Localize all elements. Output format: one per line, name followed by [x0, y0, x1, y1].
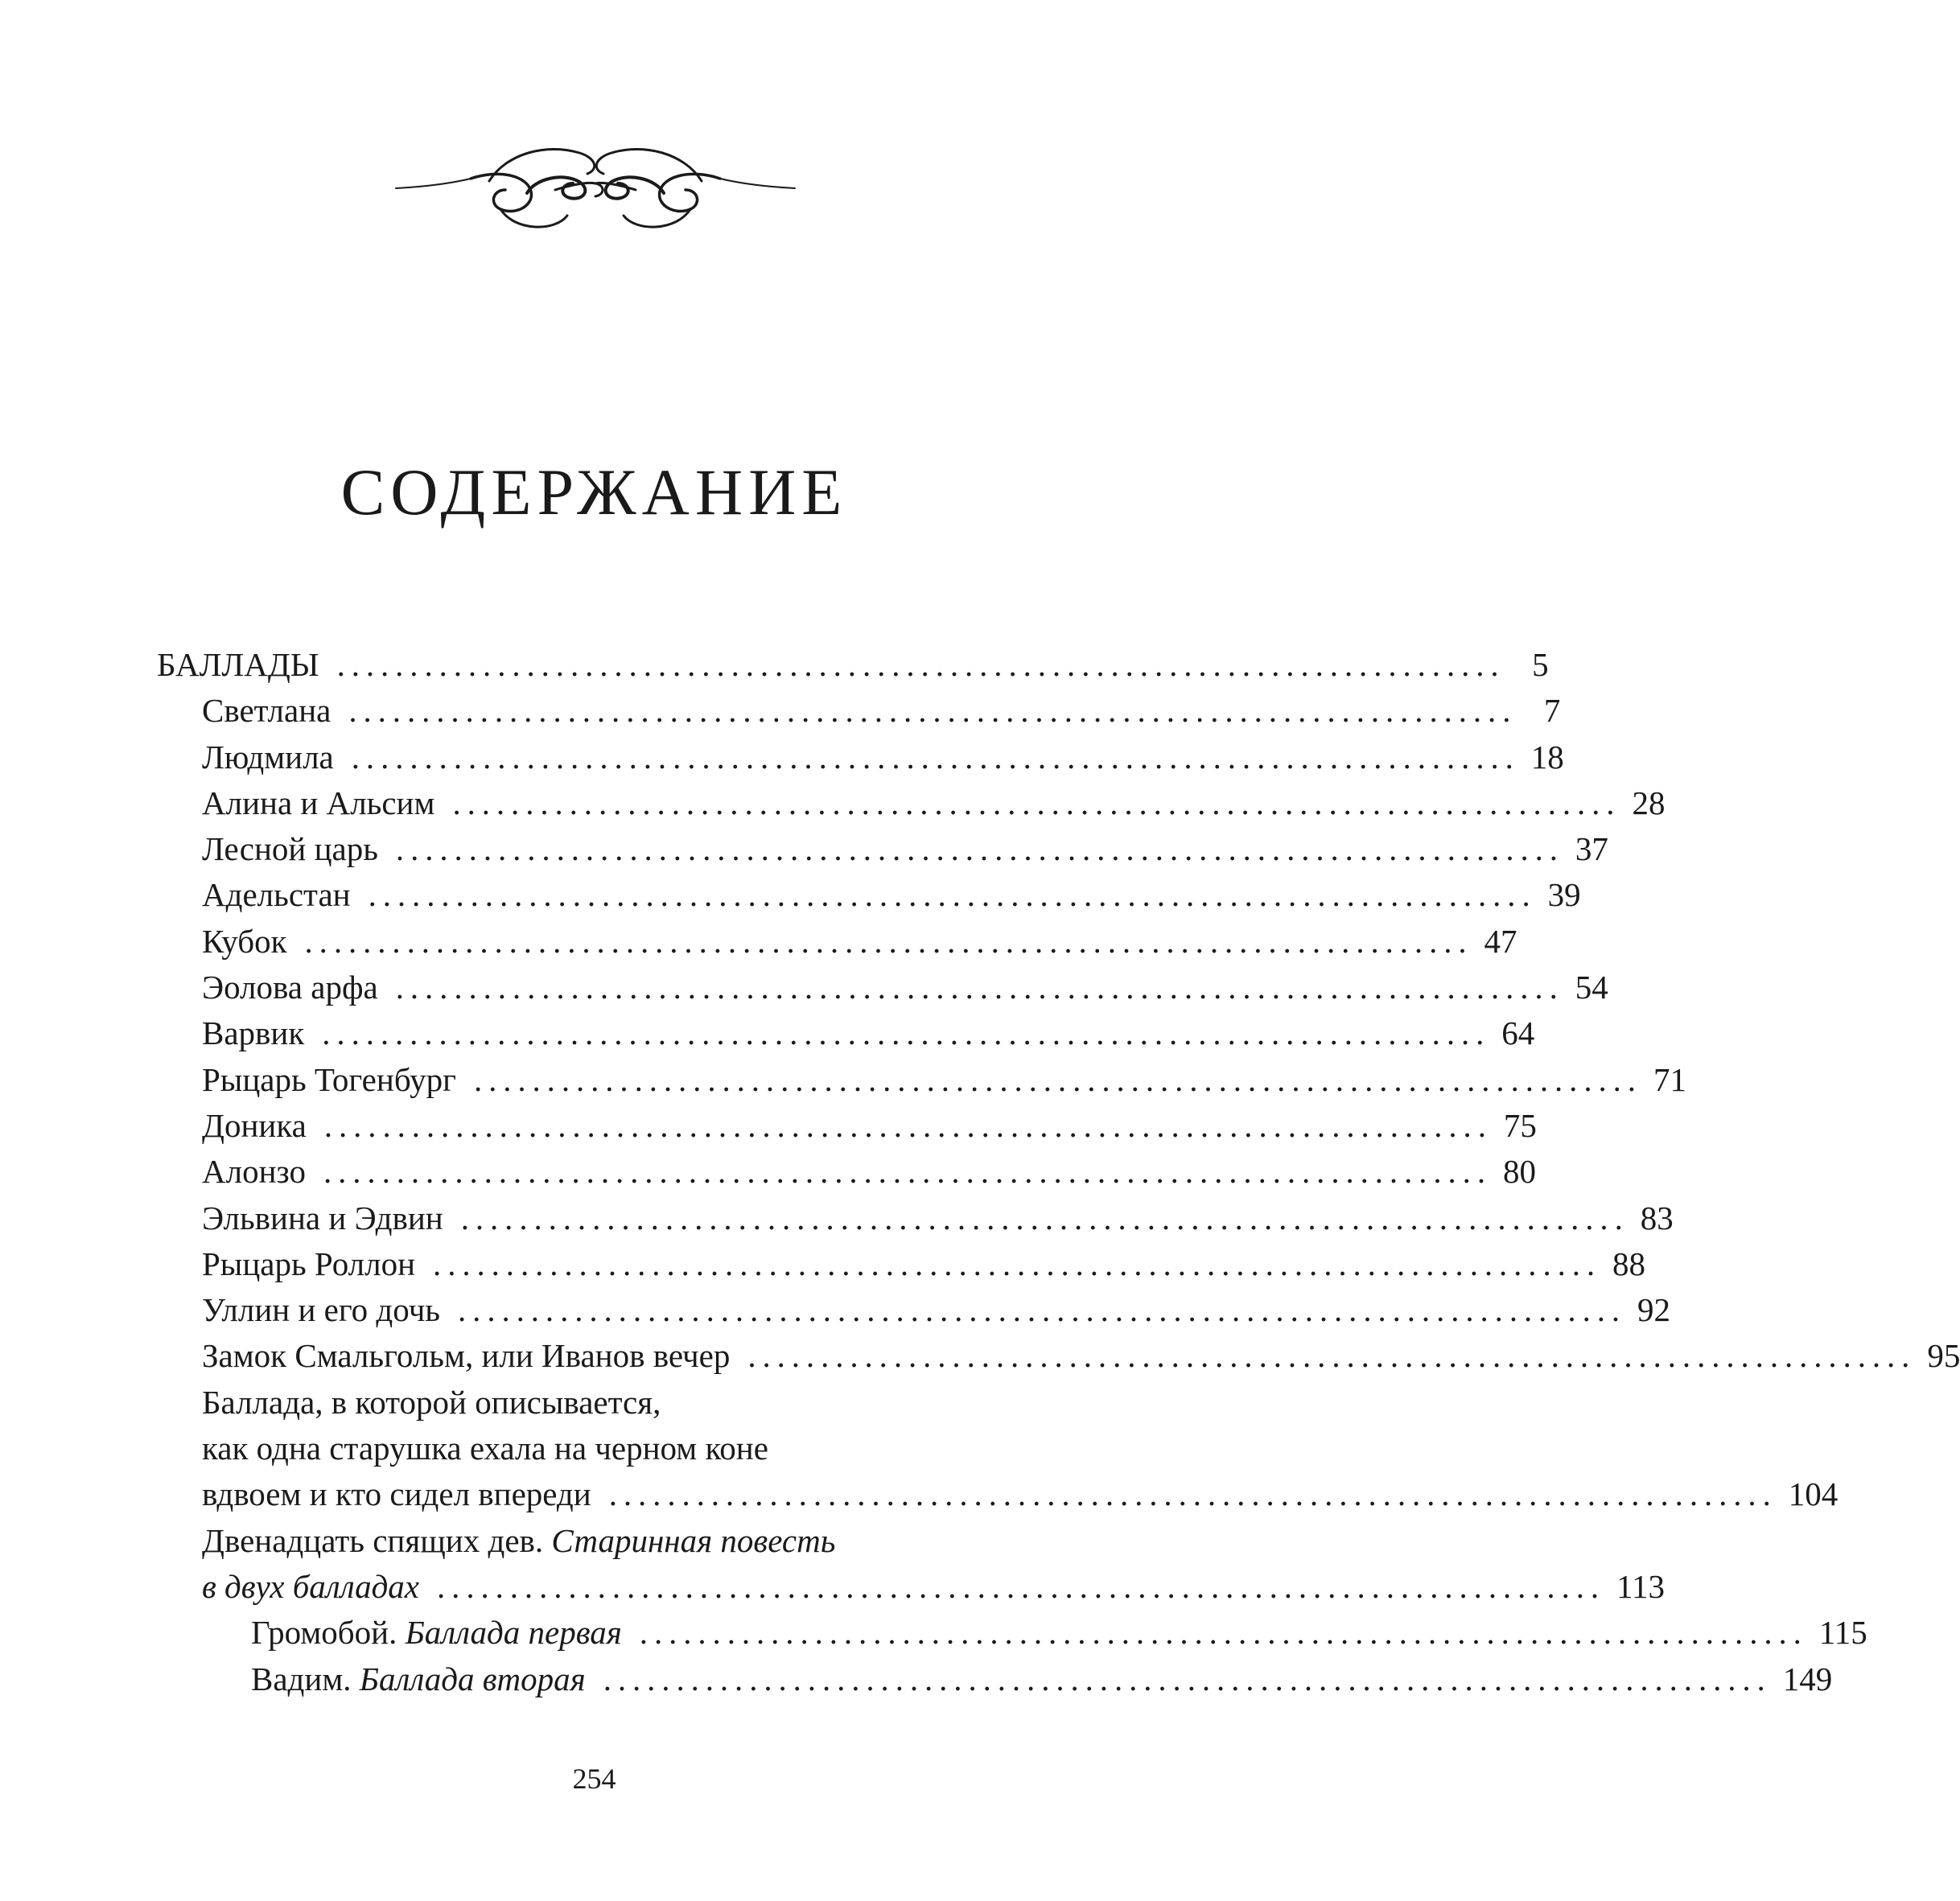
toc-entry-title: Рыцарь Тогенбург [202, 1060, 456, 1098]
dot-leader: ................................................................................ [608, 1475, 1777, 1513]
toc-entry-page: 39 [1547, 876, 1581, 914]
toc-entry-title: Замок Смальгольм, или Иванов вечер [202, 1337, 731, 1375]
toc-entry-title: вдвоем и кто сидел впереди [202, 1475, 591, 1513]
flourish-ornament-icon [394, 137, 797, 241]
toc-entry [157, 1057, 1686, 1103]
toc-entry-title: Громобой. [251, 1614, 397, 1652]
toc-entry [157, 1518, 1665, 1611]
toc-entry-title: БАЛЛАДЫ [157, 646, 319, 683]
dot-leader: ................................................................................ [323, 1106, 1493, 1144]
dot-leader: ................................................................................ [433, 1245, 1602, 1282]
toc-entry-subtitle: Баллада первая [405, 1614, 622, 1652]
dot-leader: ................................................................................ [395, 969, 1564, 1006]
dot-leader: ................................................................................ [460, 1199, 1629, 1236]
toc-entry [157, 734, 1564, 780]
toc-entry [157, 965, 1608, 1010]
toc-entry-page: 104 [1788, 1475, 1839, 1513]
toc-entry-page: 113 [1616, 1567, 1665, 1605]
dot-leader: ................................................................................ [368, 876, 1537, 914]
toc-entry [157, 919, 1517, 965]
toc-entry-title: Лесной царь [202, 830, 378, 868]
toc-entry [157, 642, 1549, 688]
toc-entry [157, 1103, 1537, 1149]
toc-entry-title: Адельстан [202, 876, 351, 914]
dot-leader: ................................................................................ [348, 692, 1517, 730]
toc-entry-title-line: Баллада, в которой описывается, [202, 1383, 661, 1421]
toc-entry-page: 88 [1612, 1245, 1646, 1282]
toc-entry-title: Двенадцать спящих дев. [202, 1521, 544, 1559]
toc-entry [157, 1149, 1536, 1195]
toc-entry [157, 1287, 1671, 1333]
toc-entry-page: 95 [1927, 1337, 1960, 1375]
toc-entry [157, 872, 1581, 918]
toc-entry-title: Уллин и его дочь [202, 1291, 441, 1329]
toc-entry-title: Эльвина и Эдвин [202, 1199, 443, 1236]
toc-entry [157, 1333, 1960, 1379]
page-number: 254 [572, 1763, 616, 1795]
toc-entry [157, 1656, 1833, 1702]
dot-leader: ................................................................................ [351, 738, 1520, 776]
toc-entry-subtitle: Старинная повесть [551, 1521, 836, 1559]
toc-entry-page: 18 [1530, 738, 1564, 776]
toc-entry-title-line: как одна старушка ехала на черном коне [202, 1430, 768, 1467]
dot-leader: ................................................................................ [336, 646, 1505, 683]
toc-entry-page: 80 [1502, 1153, 1536, 1191]
toc-entry [157, 1195, 1674, 1241]
dot-leader: ................................................................................ [322, 1014, 1491, 1052]
toc-entry-title: Варвик [202, 1014, 305, 1052]
toc-entry-subtitle: в двух балладах [202, 1567, 420, 1605]
toc-entry-page: 47 [1484, 922, 1517, 960]
toc-entry-title: Доника [202, 1106, 307, 1144]
dot-leader: ................................................................................ [458, 1291, 1627, 1329]
toc-entry-title: Алина и Альсим [202, 784, 435, 821]
toc-entry-title: Алонзо [202, 1153, 306, 1191]
toc-entry [157, 780, 1666, 826]
toc-entry-page: 75 [1503, 1106, 1537, 1144]
toc-entry [157, 1241, 1646, 1287]
toc-entry-page: 92 [1637, 1291, 1671, 1329]
dot-leader: ................................................................................ [639, 1614, 1808, 1652]
toc-entry-title: Людмила [202, 738, 334, 776]
toc-entry-title: Кубок [202, 922, 287, 960]
toc-entry-subtitle: Баллада вторая [359, 1660, 586, 1697]
toc-entry-page: 5 [1532, 646, 1549, 683]
dot-leader: ................................................................................ [747, 1337, 1917, 1375]
toc-entry [157, 1010, 1535, 1056]
dot-leader: ................................................................................ [452, 784, 1621, 821]
toc-entry [157, 826, 1608, 872]
toc-entry-page: 83 [1640, 1199, 1674, 1236]
toc-entry-page: 115 [1818, 1614, 1867, 1652]
toc-entry [157, 1380, 1839, 1518]
table-of-contents [157, 642, 1960, 1702]
toc-entry-title: Эолова арфа [202, 969, 378, 1006]
dot-leader: ................................................................................ [395, 830, 1564, 868]
dot-leader: ................................................................................ [437, 1567, 1606, 1605]
toc-entry-page: 54 [1575, 969, 1608, 1006]
toc-entry-page: 149 [1782, 1660, 1833, 1697]
toc-entry-title: Вадим. [251, 1660, 352, 1697]
dot-leader: ................................................................................ [603, 1660, 1772, 1697]
dot-leader: ................................................................................ [304, 922, 1473, 960]
toc-entry [157, 1610, 1867, 1656]
toc-entry [157, 688, 1561, 734]
page-title: СОДЕРЖАНИЕ [340, 455, 848, 529]
dot-leader: ................................................................................ [323, 1153, 1492, 1191]
toc-entry-page: 71 [1653, 1060, 1686, 1098]
toc-entry-page: 7 [1543, 692, 1561, 730]
toc-entry-page: 64 [1501, 1014, 1535, 1052]
toc-entry-page: 37 [1575, 830, 1608, 868]
toc-entry-title: Рыцарь Роллон [202, 1245, 416, 1282]
toc-entry-title: Светлана [202, 692, 331, 730]
toc-entry-page: 28 [1632, 784, 1666, 821]
dot-leader: ................................................................................ [473, 1060, 1642, 1098]
